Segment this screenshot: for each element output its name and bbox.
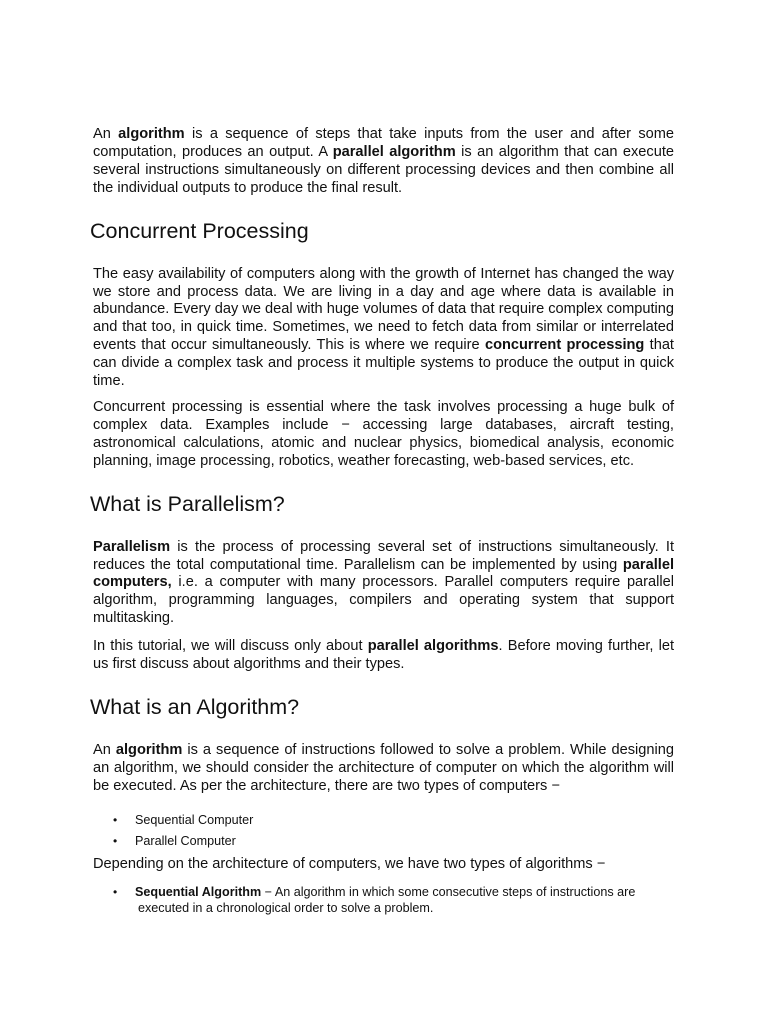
bullet-icon: • [113, 884, 118, 899]
algorithm-paragraph: An algorithm is a sequence of instructions followed to solve a problem. While designing an algorithm, we should consider the architecture of computer on which the algorithm will be executed. As per the architecture, there are two types of computers − [93, 741, 674, 794]
algorithm-types-intro: Depending on the architecture of computers, we have two types of algorithms − [93, 855, 606, 872]
parallelism-paragraph-1: Parallelism is the process of processing several set of instructions simultaneously. It reduces the total computational time. Parallelism can be implemented by using parallel computers, i.e. a computer with many processors. Parallel computers require parallel algorithm, programming languages, compilers and operating system that support multitasking. [93, 538, 674, 627]
bullet-icon: • [113, 812, 118, 827]
algorithm-types-list [93, 884, 674, 916]
list-item: • Sequential Computer [93, 810, 674, 831]
parallel-computers-term: parallel computers, [93, 556, 674, 591]
computer-types-list [93, 810, 674, 852]
concurrent-paragraph-2: Concurrent processing is essential where the task involves processing a huge bulk of complex data. Examples include − accessing large databases, aircraft testing, astronomical calculations, atomic and nuclear physics, biomedical analysis, economic planning, image processing, robotics, weather forecasting, web-based services, etc. [93, 398, 674, 469]
parallel-algorithms-term: parallel algorithms [367, 638, 499, 655]
list-item: • Sequential Algorithm − An algorithm in which some consecutive steps of instructions are executed in a chronological order to solve a problem. [113, 884, 636, 915]
document-content [90, 126, 675, 916]
parallel-algorithm-term: parallel algorithm [332, 143, 456, 160]
concurrent-processing-term: concurrent processing [484, 337, 645, 354]
algorithm-heading: What is an Algorithm? [90, 694, 300, 719]
algorithm-term-2: algorithm [115, 741, 183, 758]
sequential-algorithm-term: Sequential Algorithm [135, 884, 262, 899]
concurrent-processing-heading: Concurrent Processing [90, 218, 309, 243]
intro-paragraph: An algorithm is a sequence of steps that take inputs from the user and after some computation, produces an output. A parallel algorithm is an algorithm that can execute several instructions simultaneously on different processing devices and then combine all the individual outputs to produce the final result. [93, 126, 675, 196]
algorithm-term: algorithm [118, 126, 185, 142]
concurrent-paragraph-1: The easy availability of computers along with the growth of Internet has changed the way we store and process data. We are living in a day and age where data is available in abundance. Every day we deal with huge volumes of data that require complex computing and that too, in quick time. Sometimes, we need to fetch data from similar or interrelated events that occur simultaneously. This is where we require concurrent processing that can divide a complex task and process it multiple systems to produce the output in quick time. [93, 265, 674, 390]
parallelism-term: Parallelism [93, 538, 171, 555]
bullet-icon: • [113, 833, 118, 848]
parallelism-paragraph-2: In this tutorial, we will discuss only about parallel algorithms. Before moving further, let us first discuss about algorithms and their types. [93, 638, 674, 673]
parallelism-heading: What is Parallelism? [90, 491, 285, 516]
list-item: • Parallel Computer [93, 831, 674, 852]
